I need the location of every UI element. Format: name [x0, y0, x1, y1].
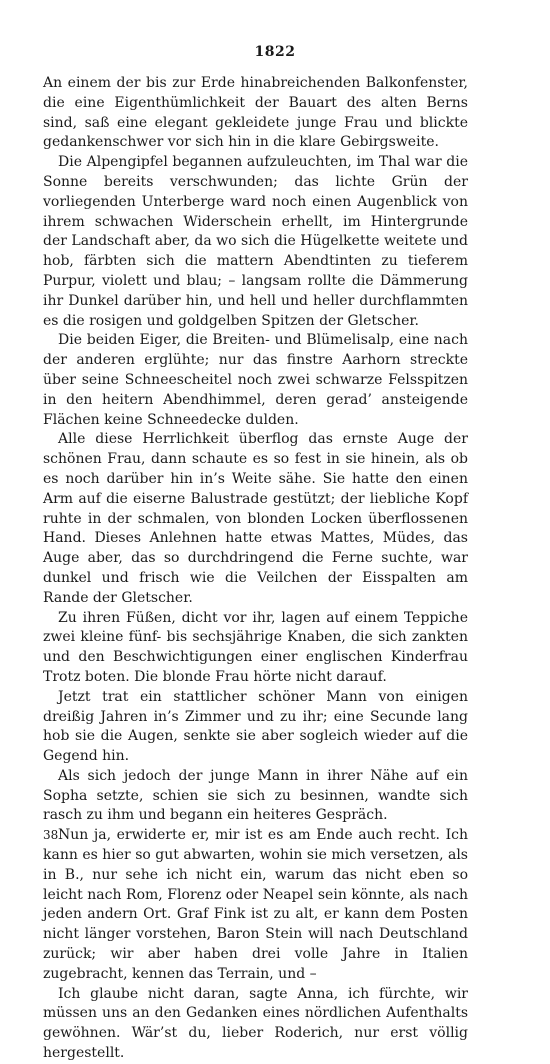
page-number: 38	[43, 828, 59, 842]
running-head: 1822	[254, 44, 296, 60]
paragraph: Ich glaube nicht daran, sagte Anna, ich fürchte, wir müssen uns an den Gedanken eines nördlichen Aufenthalts gewöhnen. Wär’st du, lieber Roderich, nur erst völlig hergestellt.	[43, 985, 468, 1062]
paragraph: Die Alpengipfel begannen aufzuleuchten, im Thal war die Sonne bereits verschwunden; das lichte Grün der vorliegenden Unterberge ward noch einen Augenblick von ihrem schwachen Widerschein erhellt, im Hintergrunde der Landschaft aber, da wo sich die Hügelkette weitete und hob, färbten sich die mattern Abendtinten zu tieferem Purpur, violett und blau; – langsam rollte die Dämmerung ihr Dunkel darüber hin, und hell und heller durchflammten es die rosigen und goldgelben Spitzen der Gletscher.	[43, 154, 468, 329]
paragraph: Jetzt trat ein stattlicher schöner Mann von einigen dreißig Jahren in’s Zimmer und zu ihr; eine Secunde lang hob sie die Augen, senkte sie aber sogleich wieder auf die Gegend hin.	[43, 688, 468, 765]
paragraph: Nun ja, erwiderte er, mir ist es am Ende auch recht. Ich kann es hier so gut abwarten, wohin sie mich versetzen, als in B., nur sehe ich nicht ein, warum das nicht eben so leicht nach Rom, Florenz oder Neapel sein könnte, als nach jeden andern Ort. Graf Fink ist zu alt, er kann dem Posten nicht länger vorstehen, Baron Stein will nach Deutschland zurück; wir aber haben drei volle Jahre in Italien zugebracht, kennen das Terrain, und –	[43, 827, 468, 982]
paragraph: Zu ihren Füßen, dicht vor ihr, lagen auf einem Teppiche zwei kleine fünf- bis sechsjährige Knaben, die sich zankten und den Beschwichtigungen einer englischen Kinderfrau Trotz boten. Die blonde Frau hörte nicht darauf.	[43, 609, 468, 685]
paragraph: Als sich jedoch der junge Mann in ihrer Nähe auf ein Sopha setzte, schien sie sich zu besinnen, wandte sich rasch zu ihm und begann ein heiteres Gespräch.	[43, 767, 468, 824]
body-text	[43, 74, 468, 1064]
paragraph: An einem der bis zur Erde hinabreichenden Balkonfenster, die eine Eigenthümlichkeit der Bauart des alten Berns sind, saß eine elegant gekleidete junge Frau und blickte gedankenschwer vor sich hin in die klare Gebirgsweite.	[43, 75, 468, 151]
paragraph: Alle diese Herrlichkeit überflog das ernste Auge der schönen Frau, dann schaute es so fest in sie hinein, als ob es noch darüber hin in’s Weite sähe. Sie hatte den einen Arm auf die eiserne Balustrade gestützt; der liebliche Kopf ruhte in der schmalen, von blonden Locken überflossenen Hand. Dieses Anlehnen hatte etwas Mattes, Müdes, das Auge aber, das so durchdringend die Ferne suchte, war dunkel und frisch wie die Veilchen der Eisspalten am Rande der Gletscher.	[43, 431, 468, 606]
paragraph: Die beiden Eiger, die Breiten- und Blümelisalp, eine nach der anderen erglühte; nur das finstre Aarhorn streckte über seine Schneescheitel noch zwei schwarze Felsspitzen in den heitern Abendhimmel, deren gerad’ ansteigende Flächen keine Schneedecke dulden.	[43, 332, 468, 428]
